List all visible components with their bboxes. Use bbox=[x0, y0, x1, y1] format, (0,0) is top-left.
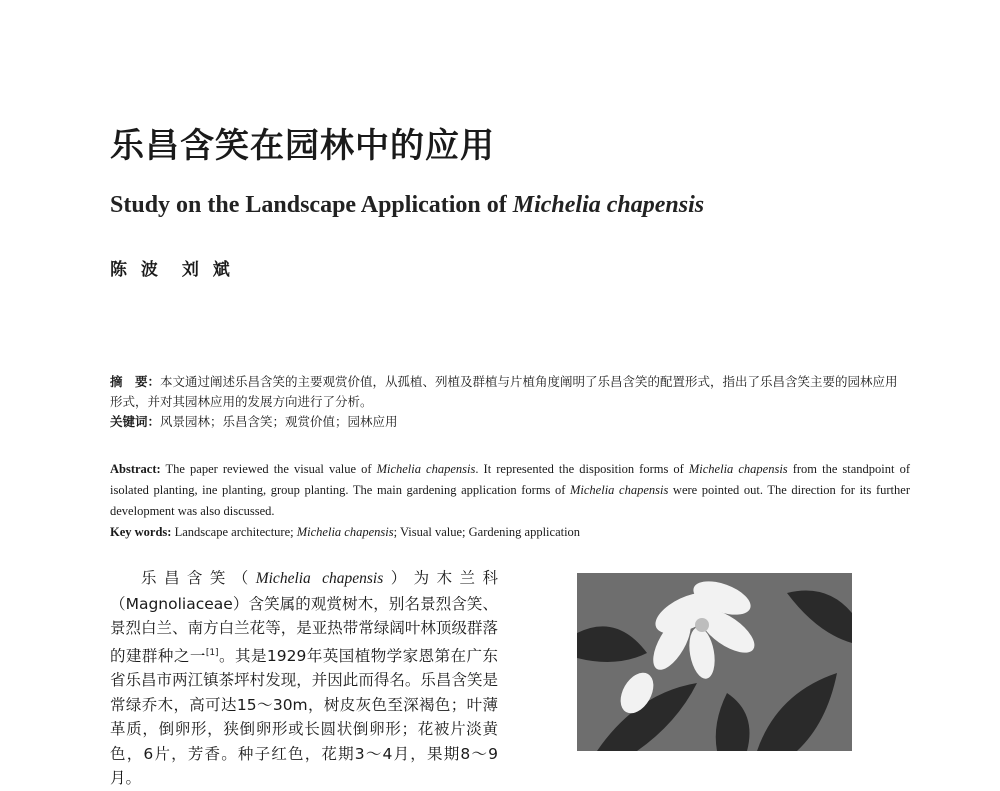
abstract-en-text: The paper reviewed the visual value of bbox=[160, 462, 377, 476]
keywords-en-text: ; Visual value; Gardening application bbox=[393, 525, 581, 539]
author-name: 刘 斌 bbox=[181, 260, 234, 280]
abstract-en-label: Abstract: bbox=[110, 462, 161, 476]
abstract-en-text: . It represented the disposition forms of bbox=[475, 462, 689, 476]
keywords-en bbox=[110, 522, 910, 543]
abstract-cn-paragraph bbox=[110, 372, 910, 412]
body-column bbox=[110, 566, 498, 788]
keywords-en-text: Landscape architecture; bbox=[171, 525, 297, 539]
abstract-chinese bbox=[110, 372, 910, 432]
body-paragraph bbox=[110, 566, 498, 791]
title-en-prefix: Study on the Landscape Application of bbox=[110, 192, 513, 218]
author-name: 陈 波 bbox=[110, 260, 162, 280]
flower-center bbox=[695, 618, 709, 632]
abstract-cn-text: 本文通过阐述乐昌含笑的主要观赏价值，从孤植、列植及群植与片植角度阐明了乐昌含笑的配置形式，指出了乐昌含笑主要的园林应用形式，并对其园林应用的发展方向进行了分析。 bbox=[110, 374, 898, 409]
species-name: Michelia chapensis bbox=[376, 462, 476, 476]
title-chinese: 乐昌含笑在园林中的应用 bbox=[110, 126, 495, 166]
keywords-cn bbox=[110, 412, 910, 432]
abstract-en-text: were pointed out. The direction for its further development was also discussed. bbox=[110, 483, 910, 518]
author-list bbox=[110, 255, 244, 280]
abstract-en-paragraph bbox=[110, 459, 910, 522]
abstract-en-text: from the standpoint of isolated planting, ine planting, group planting. The main gardening application forms of bbox=[110, 462, 910, 497]
species-name: Michelia chapensis bbox=[255, 570, 384, 587]
body-text: 。其是1929年英国植物学家恩第在广东省乐昌市两江镇茶坪村发现，并因此而得名。乐昌含笑是常绿乔木，高可达15～30m，树皮灰色至深褐色；叶薄革质，倒卵形，狭倒卵形或长圆状倒卵形；花被片淡黄色，6片，芳香。种子红色，花期3～4月，果期8～9月。 bbox=[110, 646, 498, 788]
flower-photo bbox=[577, 573, 852, 751]
abstract-english bbox=[110, 459, 910, 543]
body-text: ）为木兰科（Magnoliaceae）含笑属的观赏树木，别名景烈含笑、景烈白兰、南方白兰花等，是亚热带常绿阔叶林顶级群落的建群种之一 bbox=[110, 569, 498, 665]
species-name: Michelia chapensis bbox=[688, 462, 788, 476]
citation-ref: [1] bbox=[205, 647, 219, 658]
title-english bbox=[110, 192, 704, 219]
flower-photo-image bbox=[577, 573, 852, 751]
title-en-species: Michelia chapensis bbox=[512, 192, 705, 218]
keywords-cn-text: 风景园林；乐昌含笑；观赏价值；园林应用 bbox=[160, 414, 398, 429]
species-name: Michelia chapensis bbox=[296, 525, 394, 539]
body-text: 乐昌含笑（ bbox=[141, 569, 256, 587]
abstract-cn-label: 摘 要： bbox=[110, 374, 161, 389]
keywords-cn-label: 关键词： bbox=[110, 414, 161, 429]
keywords-en-label: Key words: bbox=[110, 525, 172, 539]
species-name: Michelia chapensis bbox=[570, 483, 669, 497]
